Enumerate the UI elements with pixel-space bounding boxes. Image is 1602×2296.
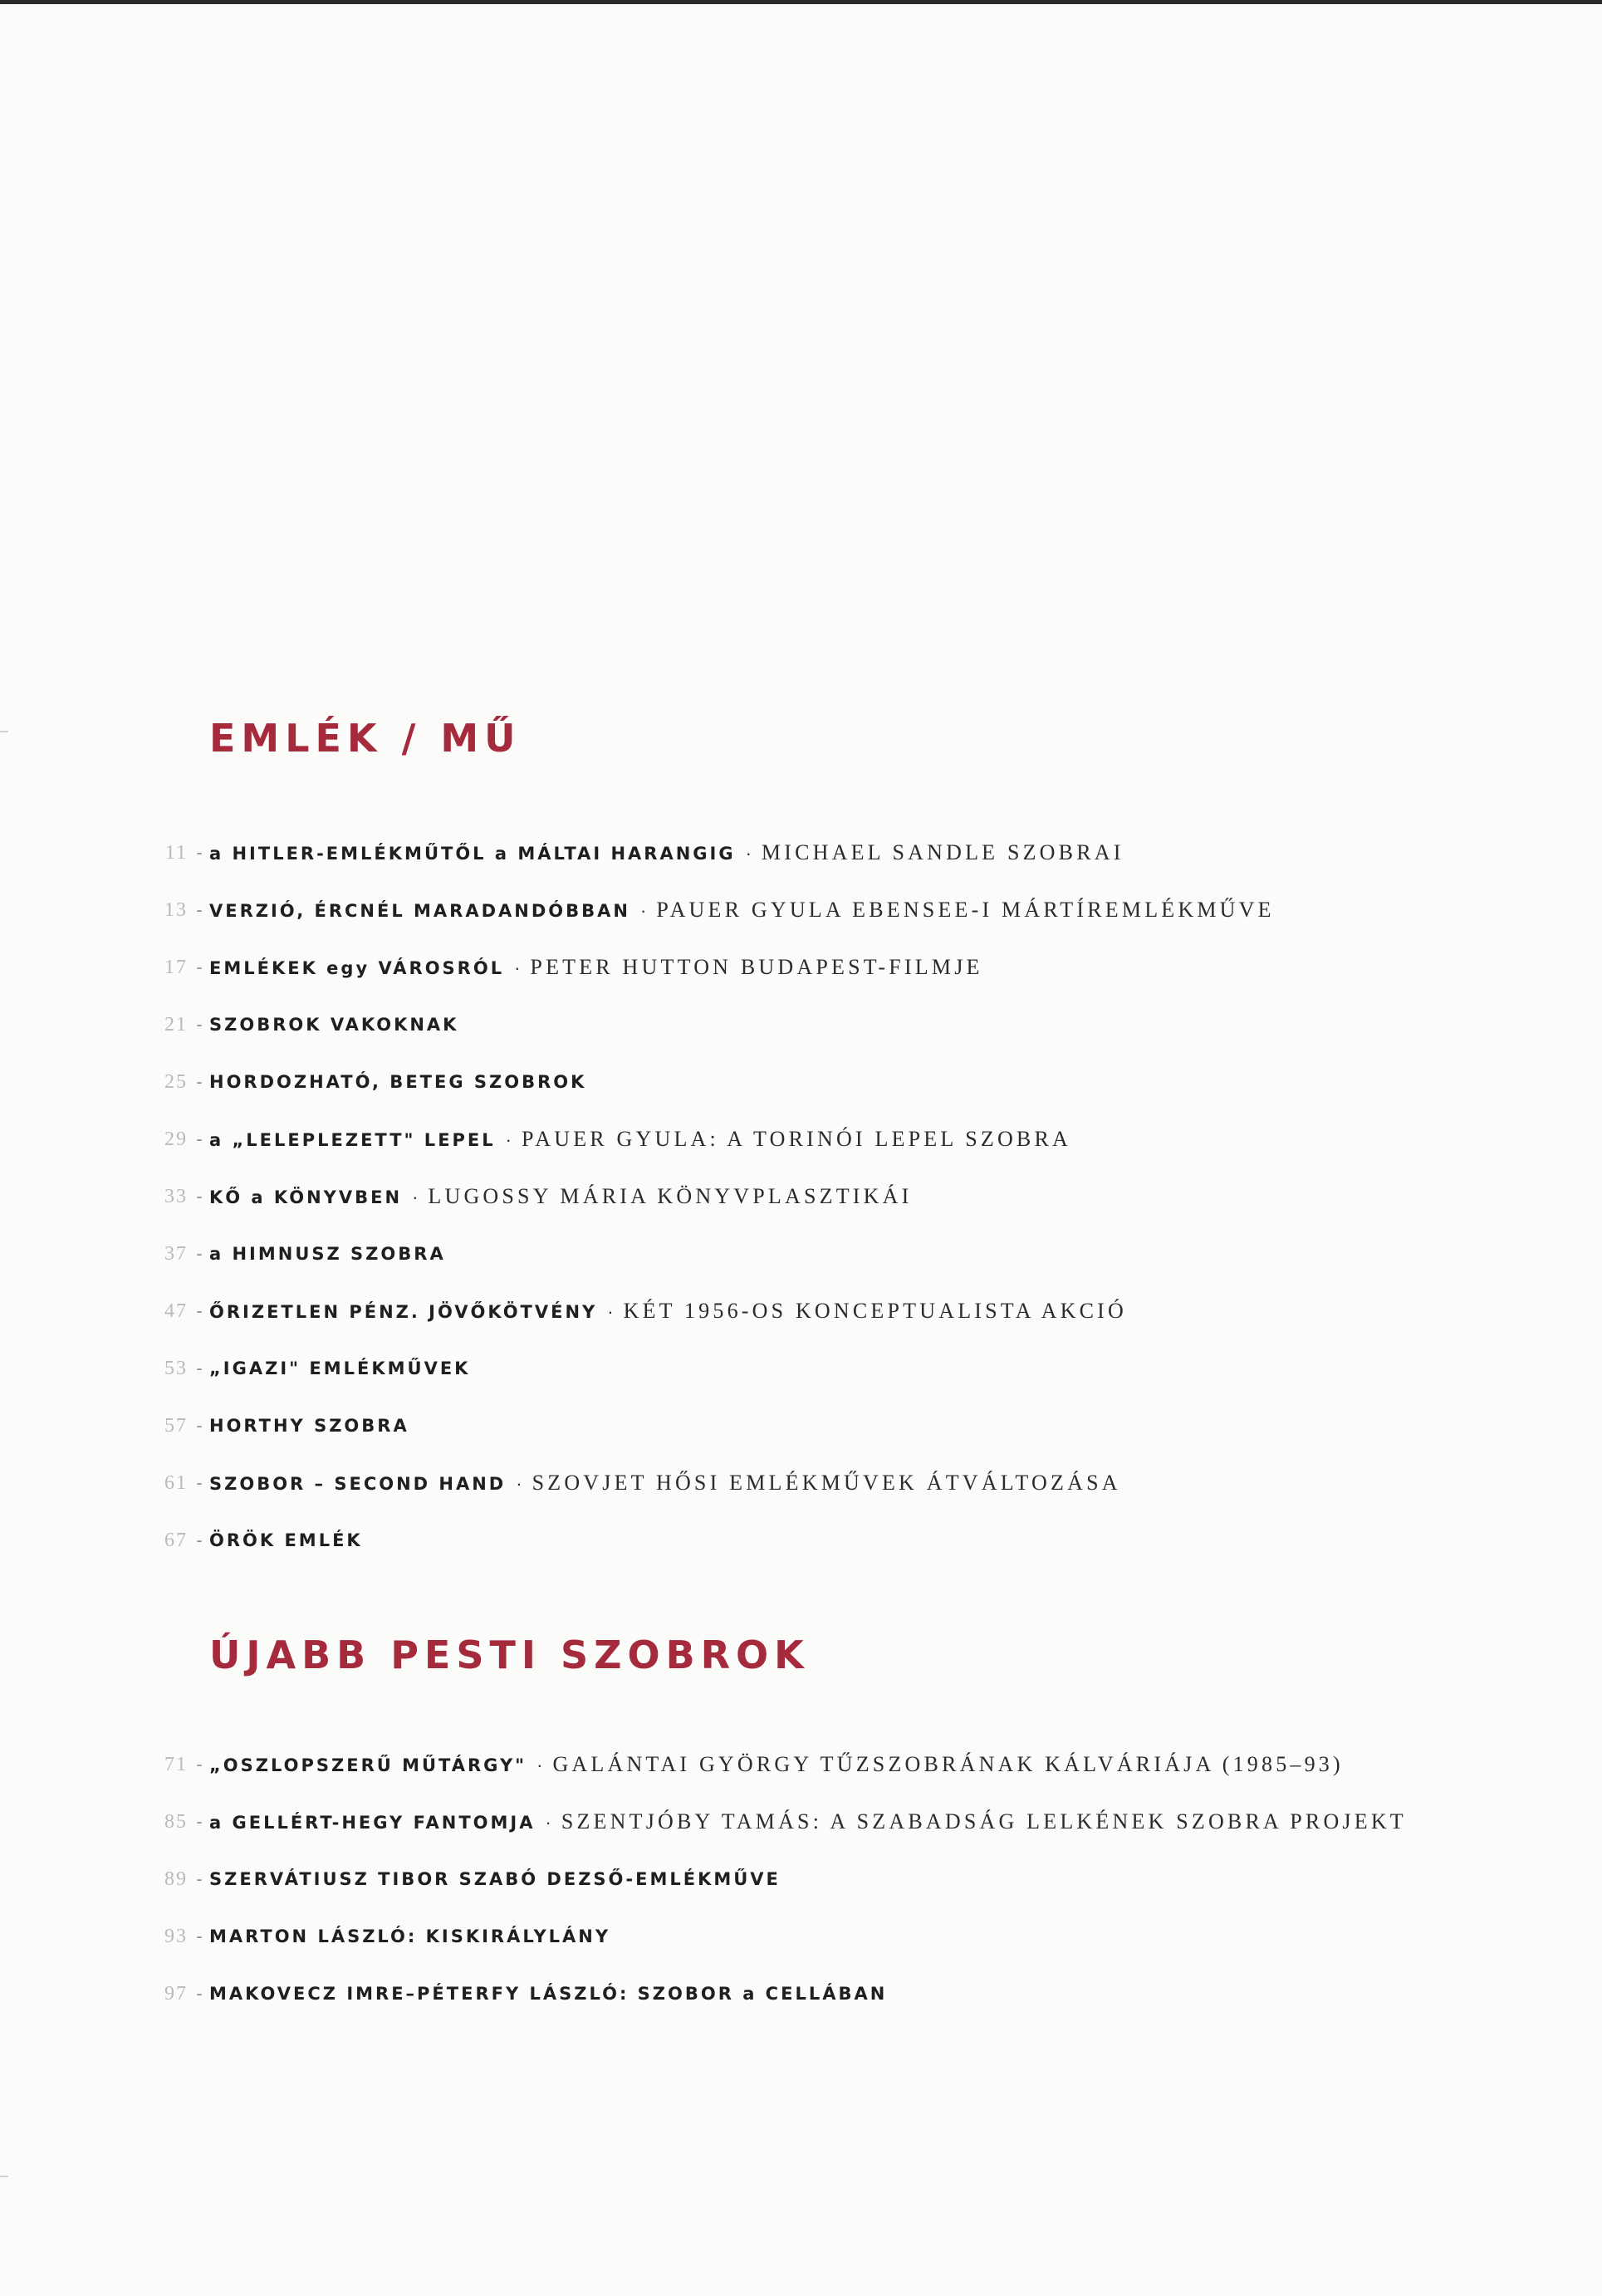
entry-text: [209, 1471, 1121, 1496]
toc-entry[interactable]: [0, 1973, 1602, 2015]
dash-separator: -: [196, 1868, 203, 1889]
toc-entry[interactable]: [0, 1290, 1602, 1332]
entry-title: EMLÉKEK egy VÁROSRÓL: [209, 958, 505, 978]
entry-title: VERZIÓ, ÉRCNÉL MARADANDÓBBAN: [209, 901, 630, 921]
dash-separator: -: [196, 1300, 203, 1321]
dash-separator: -: [196, 842, 203, 863]
entry-text: [209, 840, 1124, 865]
entry-text: [209, 1752, 1344, 1777]
dash-separator: -: [196, 1811, 203, 1832]
dash-separator: -: [196, 1530, 203, 1550]
entry-title: HORDOZHATÓ, BETEG SZOBROK: [209, 1072, 587, 1092]
entry-text: [209, 1244, 446, 1264]
page-number: 93: [164, 1925, 188, 1947]
toc-entry[interactable]: [0, 1916, 1602, 1957]
toc-entry[interactable]: [0, 1061, 1602, 1103]
page-number: 11: [164, 841, 188, 864]
middot-separator: ·: [505, 1129, 512, 1150]
page-number: 25: [164, 1070, 188, 1093]
entry-text: [209, 1809, 1407, 1834]
entry-title: ÖRÖK EMLÉK: [209, 1530, 363, 1550]
dash-separator: -: [196, 1014, 203, 1035]
toc-entry[interactable]: [0, 1744, 1602, 1785]
page-number: 61: [164, 1471, 188, 1494]
entry-title: a HIMNUSZ SZOBRA: [209, 1244, 446, 1264]
toc-entry[interactable]: [0, 1858, 1602, 1900]
toc-entry[interactable]: [0, 1233, 1602, 1275]
toc-entry[interactable]: [0, 1801, 1602, 1843]
entry-subtitle: PETER HUTTON BUDAPEST-FILMJE: [530, 955, 983, 979]
toc-entry[interactable]: [0, 889, 1602, 931]
entry-text: [209, 1184, 912, 1209]
entry-text: [209, 1416, 409, 1436]
entry-subtitle: KÉT 1956-OS KONCEPTUALISTA AKCIÓ: [623, 1299, 1127, 1323]
page-top-edge: [0, 0, 1602, 4]
entry-subtitle: GALÁNTAI GYÖRGY TŰZSZOBRÁNAK KÁLVÁRIÁJA (1985–93): [552, 1752, 1344, 1776]
entry-title: „OSZLOPSZERŰ MŰTÁRGY": [209, 1755, 527, 1775]
entry-text: [209, 898, 1275, 923]
toc-entry[interactable]: [0, 1348, 1602, 1389]
toc-entry[interactable]: [0, 947, 1602, 988]
toc-entry[interactable]: [0, 1462, 1602, 1504]
page-number: 21: [164, 1013, 188, 1035]
entry-text: [209, 1926, 610, 1946]
section-title: EMLÉK / MŰ: [209, 716, 522, 761]
entry-title: MARTON LÁSZLÓ: KISKIRÁLYLÁNY: [209, 1926, 611, 1946]
middot-separator: ·: [607, 1301, 614, 1322]
entry-text: [209, 1530, 363, 1550]
dash-separator: -: [196, 899, 203, 920]
middot-separator: ·: [545, 1812, 551, 1833]
entry-text: [209, 955, 983, 980]
dash-separator: -: [196, 1926, 203, 1946]
gutter-mark: [0, 2176, 8, 2177]
entry-text: [209, 1072, 586, 1092]
dash-separator: -: [196, 1983, 203, 2004]
entry-title: MAKOVECZ IMRE–PÉTERFY LÁSZLÓ: SZOBOR a CELLÁBAN: [209, 1984, 888, 2004]
dash-separator: -: [196, 1243, 203, 1264]
dash-separator: -: [196, 1415, 203, 1436]
toc-entry[interactable]: [0, 1405, 1602, 1447]
page-number: 71: [164, 1753, 188, 1775]
entry-subtitle: SZOVJET HŐSI EMLÉKMŰVEK ÁTVÁLTOZÁSA: [532, 1471, 1121, 1495]
entry-subtitle: LUGOSSY MÁRIA KÖNYVPLASZTIKÁI: [428, 1184, 913, 1208]
dash-separator: -: [196, 1358, 203, 1378]
page-number: 33: [164, 1185, 188, 1207]
entry-subtitle: SZENTJÓBY TAMÁS: A SZABADSÁG LELKÉNEK SZOBRA PROJEKT: [561, 1809, 1407, 1833]
middot-separator: ·: [745, 843, 752, 864]
page-number: 37: [164, 1242, 188, 1265]
entry-subtitle: PAUER GYULA EBENSEE-I MÁRTÍREMLÉKMŰVE: [656, 898, 1275, 922]
entry-subtitle: MICHAEL SANDLE SZOBRAI: [761, 840, 1124, 864]
middot-separator: ·: [412, 1187, 419, 1207]
entry-text: [209, 1984, 887, 2004]
page-number: 53: [164, 1357, 188, 1379]
entry-text: [209, 1359, 470, 1378]
entry-title: SZOBOR – SECOND HAND: [209, 1474, 507, 1494]
dash-separator: -: [196, 1071, 203, 1092]
page-number: 97: [164, 1982, 188, 2005]
middot-separator: ·: [514, 957, 521, 978]
toc-entry[interactable]: [0, 1520, 1602, 1561]
middot-separator: ·: [536, 1755, 543, 1775]
dash-separator: -: [196, 1754, 203, 1775]
entry-title: ŐRIZETLEN PÉNZ. JÖVŐKÖTVÉNY: [209, 1302, 598, 1322]
page-number: 29: [164, 1128, 188, 1150]
entry-title: a HITLER-EMLÉKMŰTŐL a MÁLTAI HARANGIG: [209, 844, 736, 864]
middot-separator: ·: [516, 1473, 522, 1494]
page-number: 13: [164, 898, 188, 921]
dash-separator: -: [196, 1128, 203, 1149]
section-title: ÚJABB PESTI SZOBROK: [209, 1633, 810, 1677]
dash-separator: -: [196, 957, 203, 977]
entry-title: SZERVÁTIUSZ TIBOR SZABÓ DEZSŐ-EMLÉKMŰVE: [209, 1869, 781, 1889]
entry-subtitle: PAUER GYULA: A TORINÓI LEPEL SZOBRA: [521, 1127, 1071, 1151]
dash-separator: -: [196, 1186, 203, 1207]
entry-title: KŐ a KÖNYVBEN: [209, 1187, 403, 1207]
page-number: 47: [164, 1300, 188, 1322]
entry-title: HORTHY SZOBRA: [209, 1416, 409, 1436]
page-number: 17: [164, 956, 188, 978]
entry-text: [209, 1299, 1127, 1324]
middot-separator: ·: [639, 900, 647, 921]
toc-entry[interactable]: [0, 832, 1602, 874]
page-number: 89: [164, 1868, 188, 1890]
toc-entry[interactable]: [0, 1176, 1602, 1217]
gutter-mark: [0, 731, 8, 732]
entry-title: „IGAZI" EMLÉKMŰVEK: [209, 1359, 471, 1378]
entry-title: a GELLÉRT-HEGY FANTOMJA: [209, 1813, 536, 1833]
dash-separator: -: [196, 1472, 203, 1493]
entry-title: SZOBROK VAKOKNAK: [209, 1015, 459, 1035]
entry-text: [209, 1127, 1071, 1152]
entry-title: a „LELEPLEZETT" LEPEL: [209, 1130, 496, 1150]
toc-entry[interactable]: [0, 1004, 1602, 1045]
toc-entry[interactable]: [0, 1119, 1602, 1160]
page-number: 57: [164, 1414, 188, 1437]
entry-text: [209, 1015, 458, 1035]
page-number: 67: [164, 1529, 188, 1551]
page-number: 85: [164, 1810, 188, 1833]
entry-text: [209, 1869, 781, 1889]
